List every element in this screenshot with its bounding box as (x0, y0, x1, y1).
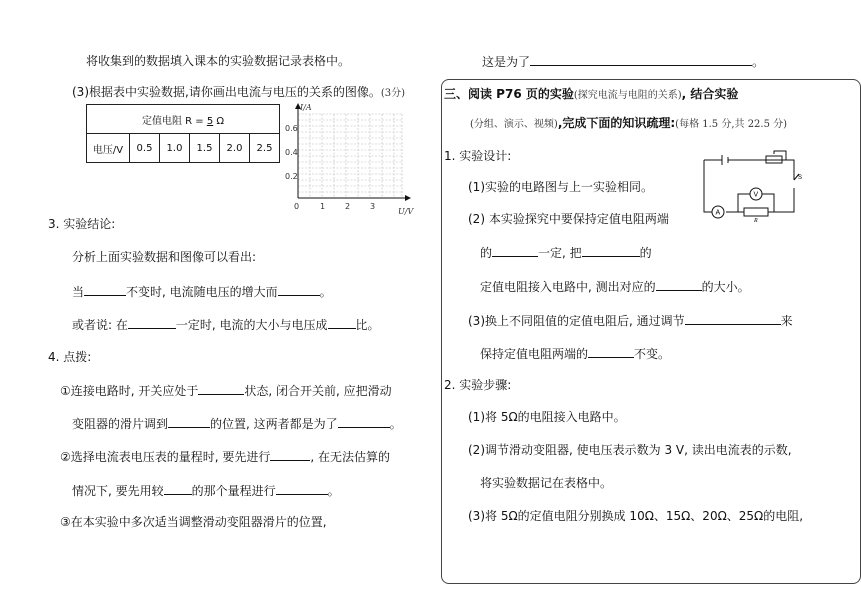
table-cell: 1.5 (190, 134, 220, 163)
blank[interactable] (685, 312, 781, 325)
step-2: (2)调节滑动变阻器, 使电压表示数为 3 V, 读出电流表的示数, (468, 443, 792, 457)
blank[interactable] (270, 448, 310, 461)
table-cell: 2.0 (220, 134, 250, 163)
resistor-icon (744, 208, 768, 216)
step-3: (3)将 5Ω的定值电阻分别换成 10Ω、15Ω、20Ω、25Ω的电阻, (468, 509, 804, 523)
x-tick: 3 (370, 202, 376, 211)
x-tick: 0 (294, 202, 300, 211)
blank[interactable] (84, 283, 126, 296)
x-axis-label: U/V (398, 207, 414, 216)
tip-1-cont: 变阻器的滑片调到 的位置, 这两者都是为了 。 (72, 417, 402, 431)
tip-2-cont: 情况下, 要先用较 的那个量程进行 。 (72, 484, 340, 498)
x-tick: 1 (320, 202, 326, 211)
conclusion-fill-1: 当 不变时, 电流随电压的增大而 。 (72, 285, 332, 299)
ammeter-label: A (715, 209, 721, 217)
blank[interactable] (582, 244, 640, 257)
blank[interactable] (276, 482, 328, 495)
table-row (87, 134, 280, 163)
y-tick: 0.6 (285, 124, 298, 133)
x-tick: 2 (345, 202, 351, 211)
question-3-text: (3)根据表中实验数据,请你画出电流与电压的关系的图像。 (72, 85, 381, 99)
blank[interactable] (198, 382, 244, 395)
conclusion-fill-2: 或者说: 在 一定时, 电流的大小与电压成 比。 (72, 318, 380, 332)
blank[interactable] (168, 415, 210, 428)
resistance-value: 5 (206, 115, 214, 127)
tip-3: ③在本实验中多次适当调整滑动变阻器滑片的位置, (60, 515, 327, 529)
data-table (86, 104, 280, 163)
blank[interactable] (338, 415, 390, 428)
design-3-cont: 保持定值电阻两端的 不变。 (480, 347, 671, 361)
table-cell: 1.0 (160, 134, 190, 163)
blank[interactable] (278, 283, 320, 296)
tip-1: ①连接电路时, 开关应处于 状态, 闭合开关前, 应把滑动 (60, 384, 392, 398)
section-3-title: 3. 实验结论: (48, 217, 116, 231)
blank[interactable] (588, 345, 634, 358)
voltmeter-label: V (753, 191, 759, 199)
table-cell: 2.5 (250, 134, 280, 163)
step-1: (1)将 5Ω的电阻接入电路中。 (468, 410, 626, 424)
table-cell: 0.5 (130, 134, 160, 163)
design-title: 1. 实验设计: (444, 149, 512, 163)
design-2: (2) 本实验探究中要保持定值电阻两端 (468, 212, 669, 226)
y-tick: 0.2 (285, 172, 298, 181)
blank[interactable] (530, 53, 752, 66)
design-2-cont: 定值电阻接入电路中, 测出对应的 的大小。 (480, 280, 750, 294)
current-voltage-graph (284, 100, 424, 218)
blank[interactable] (164, 482, 192, 495)
step-2-cont: 将实验数据记在表格中。 (480, 476, 613, 490)
blank[interactable] (328, 316, 356, 329)
blank[interactable] (492, 244, 538, 257)
purpose-line: 这是为了 。 (482, 55, 765, 69)
design-3: (3)换上不同阻值的定值电阻后, 通过调节 来 (468, 314, 793, 328)
y-axis-label: I/A (300, 103, 312, 112)
section-3-subheading: (分组、演示、视频),完成下面的知识疏理:(每格 1.5 分,共 22.5 分) (470, 116, 788, 130)
design-2-fill: 的 一定, 把 的 (480, 246, 652, 260)
resistor-label: R (754, 218, 758, 222)
circuit-diagram (698, 150, 804, 222)
design-1: (1)实验的电路图与上一实验相同。 (468, 180, 653, 194)
y-tick: 0.4 (285, 148, 298, 157)
switch-label: S (798, 175, 803, 181)
table-header: 定值电阻 R = 5 Ω (87, 105, 280, 134)
row-label: 电压/V (87, 134, 130, 163)
tip-2: ②选择电流表电压表的量程时, 要先进行 , 在无法估算的 (60, 450, 391, 464)
section-3-heading: 三、阅读 P76 页的实验(探究电流与电阻的关系), 结合实验 (444, 87, 739, 101)
instruction-line: 将收集到的数据填入课本的实验数据记录表格中。 (86, 54, 351, 68)
conclusion-line: 分析上面实验数据和图像可以看出: (72, 250, 257, 264)
steps-title: 2. 实验步骤: (444, 378, 512, 392)
section-4-title: 4. 点拨: (48, 350, 92, 364)
blank[interactable] (128, 316, 176, 329)
blank[interactable] (656, 278, 702, 291)
question-3-score: (3分) (380, 88, 405, 99)
